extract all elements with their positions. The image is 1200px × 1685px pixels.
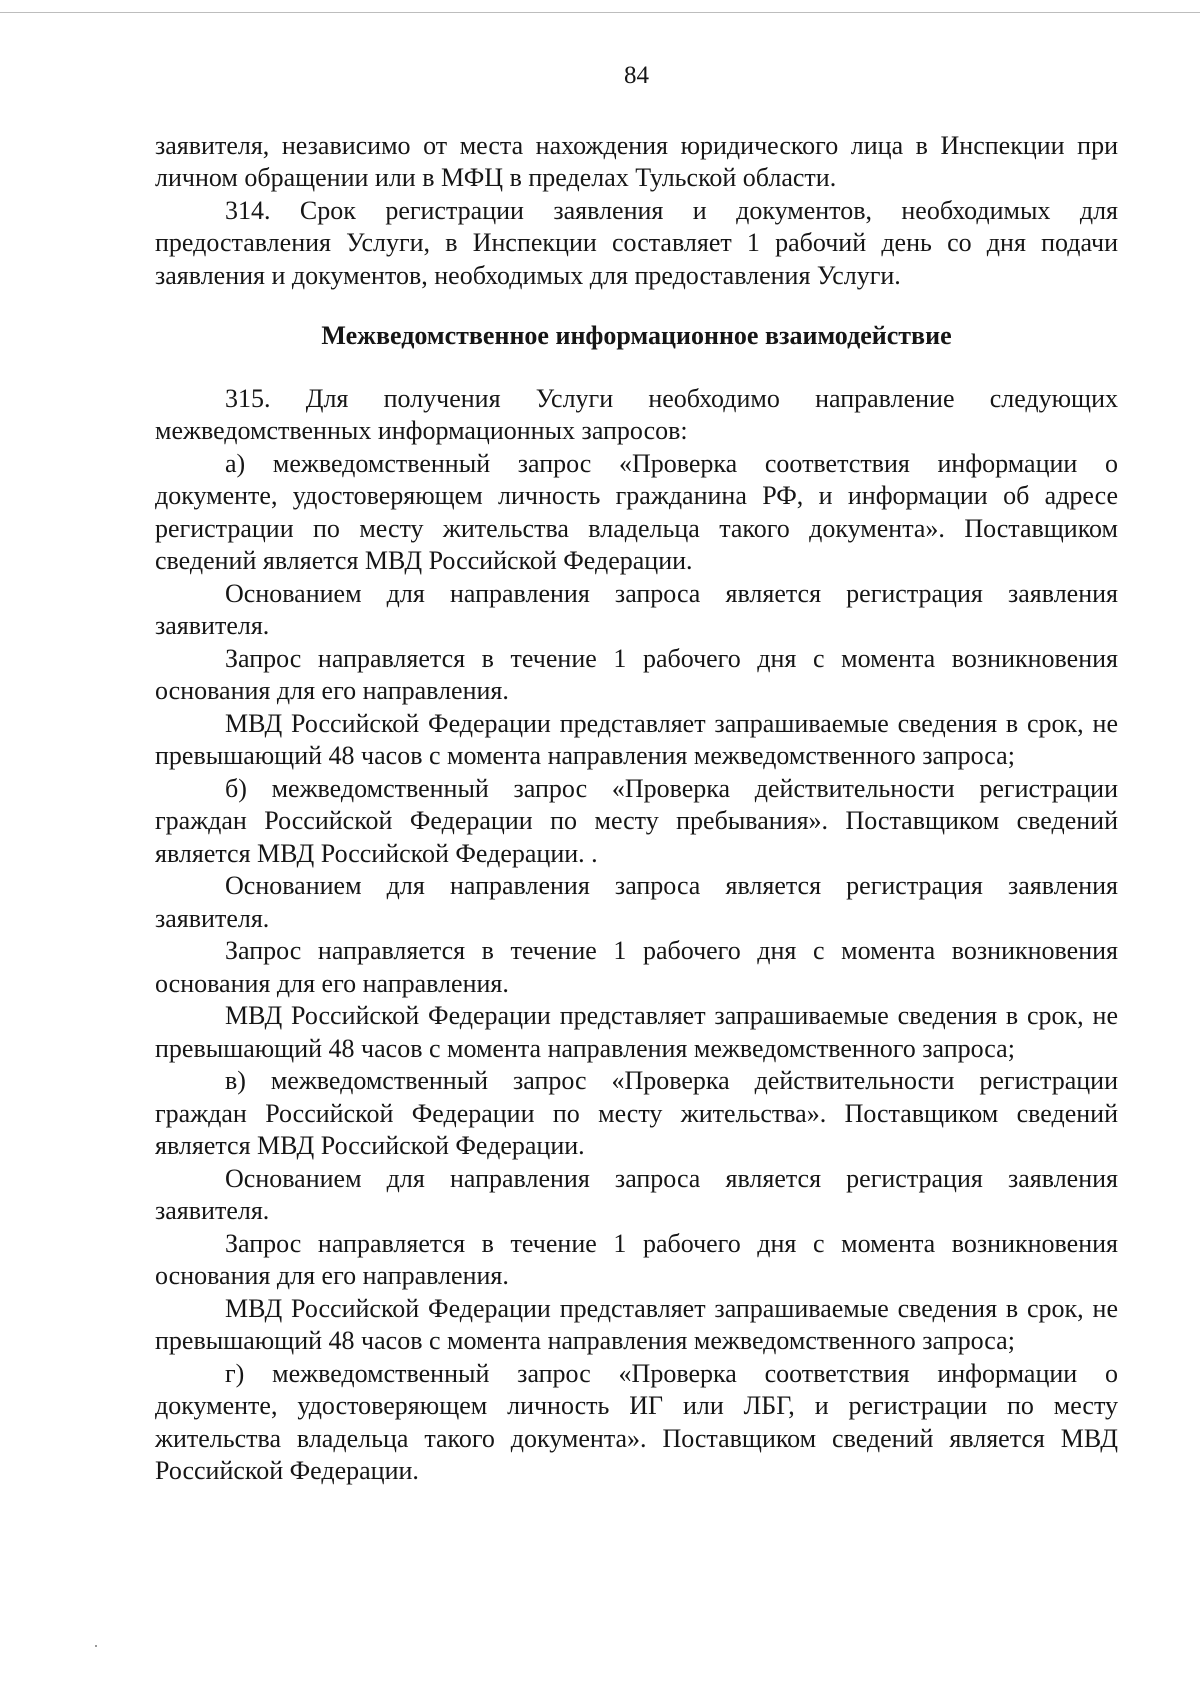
paragraph-request-a: а) межведомственный запрос «Проверка соответствия информации о документе, удостоверяющем личность гражданина РФ, и информации об адресе регистрации по месту жительства владельца такого документа». Поставщиком сведений является МВД Российской Федерации. <box>155 448 1118 575</box>
paragraph-315: 315. Для получения Услуги необходимо направление следующих межведомственных информационных запросов: <box>155 383 1118 445</box>
document-page <box>155 60 1118 1488</box>
paragraph-basis: Основанием для направления запроса является регистрация заявления заявителя. <box>155 1163 1118 1225</box>
paragraph-request-v: в) межведомственный запрос «Проверка действительности регистрации граждан Российской Федерации по месту жительства». Поставщиком сведений является МВД Российской Федерации. <box>155 1066 1118 1160</box>
paragraph-timing: Запрос направляется в течение 1 рабочего дня с момента возникновения основания для его направления. <box>155 643 1118 705</box>
paragraph-timing: Запрос направляется в течение 1 рабочего дня с момента возникновения основания для его направления. <box>155 1228 1118 1290</box>
scan-edge-line <box>0 12 1200 13</box>
paragraph-request-b: б) межведомственный запрос «Проверка действительности регистрации граждан Российской Федерации по месту пребывания». Поставщиком сведений является МВД Российской Федерации. . <box>155 773 1118 868</box>
page-number: 84 <box>624 62 649 89</box>
paragraph-response-term: МВД Российской Федерации представляет запрашиваемые сведения в срок, не превышающий 48 часов с момента направления межведомственного запроса; <box>155 1293 1118 1355</box>
paragraph-continuation: заявителя, независимо от места нахождения юридического лица в Инспекции при личном обращении или в МФЦ в пределах Тульской области. <box>155 130 1118 192</box>
scan-speck <box>95 1645 97 1647</box>
section-heading: Межведомственное информационное взаимодействие <box>321 321 952 350</box>
paragraph-basis: Основанием для направления запроса является регистрация заявления заявителя. <box>155 578 1118 640</box>
paragraph-314: 314. Срок регистрации заявления и документов, необходимых для предоставления Услуги, в Инспекции составляет 1 рабочий день со дня подачи заявления и документов, необходимых для предоставления Услуги. <box>155 195 1118 290</box>
paragraph-request-g: г) межведомственный запрос «Проверка соответствия информации о документе, удостоверяющем личность ИГ или ЛБГ, и регистрации по месту жительства владельца такого документа». Поставщиком сведений является МВД Российской Федерации. <box>155 1358 1118 1485</box>
paragraph-timing: Запрос направляется в течение 1 рабочего дня с момента возникновения основания для его направления. <box>155 936 1118 998</box>
paragraph-basis: Основанием для направления запроса является регистрация заявления заявителя. <box>155 871 1118 933</box>
paragraph-response-term: МВД Российской Федерации представляет запрашиваемые сведения в срок, не превышающий 48 часов с момента направления межведомственного запроса; <box>155 1001 1118 1063</box>
paragraph-response-term: МВД Российской Федерации представляет запрашиваемые сведения в срок, не превышающий 48 часов с момента направления межведомственного запроса; <box>155 708 1118 770</box>
